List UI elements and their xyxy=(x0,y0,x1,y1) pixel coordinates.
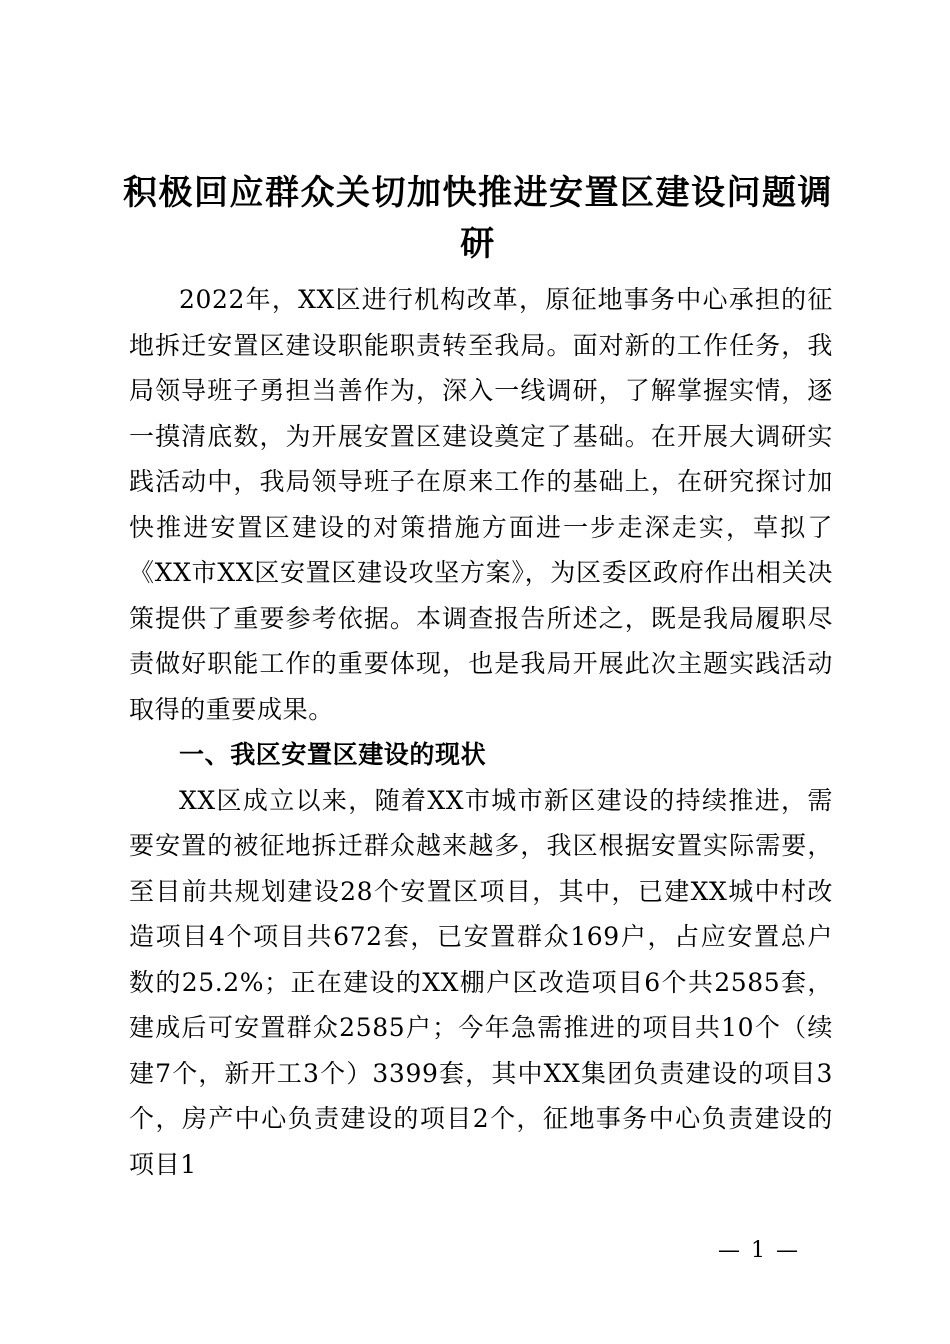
intro-paragraph: 2022年，XX区进行机构改革，原征地事务中心承担的征地拆迁安置区建设职能职责转至我局。面对新的工作任务，我局领导班子勇担当善作为，深入一线调研，了解掌握实情，逐一摸清底数，为开展安置区建设奠定了基础。在开展大调研实践活动中，我局领导班子在原来工作的基础上，在研究探讨加快推进安置区建设的对策措施方面进一步走深走实，草拟了《XX市XX区安置区建设攻坚方案》，为区委区政府作出相关决策提供了重要参考依据。本调查报告所述之，既是我局履职尽责做好职能工作的重要体现，也是我局开展此次主题实践活动取得的重要成果。 xyxy=(129,285,833,724)
document-body xyxy=(129,277,833,1187)
section-paragraph: XX区成立以来，随着XX市城市新区建设的持续推进，需要安置的被征地拆迁群众越来越多，我区根据安置实际需要，至目前共规划建设28个安置区项目，其中，已建XX城中村改造项目4个项目共672套，已安置群众169户，占应安置总户数的25.2%；正在建设的XX棚户区改造项目6个共2585套，建成后可安置群众2585户；今年急需推进的项目共10个（续建7个，新开工3个）3399套，其中XX集团负责建设的项目3个，房产中心负责建设的项目2个，征地事务中心负责建设的项目1 xyxy=(129,785,833,1179)
page-number: — 1 — xyxy=(718,1238,800,1263)
section-heading: 一、我区安置区建设的现状 xyxy=(179,740,487,769)
document-title: 积极回应群众关切加快推进安置区建设问题调研 xyxy=(123,173,833,264)
